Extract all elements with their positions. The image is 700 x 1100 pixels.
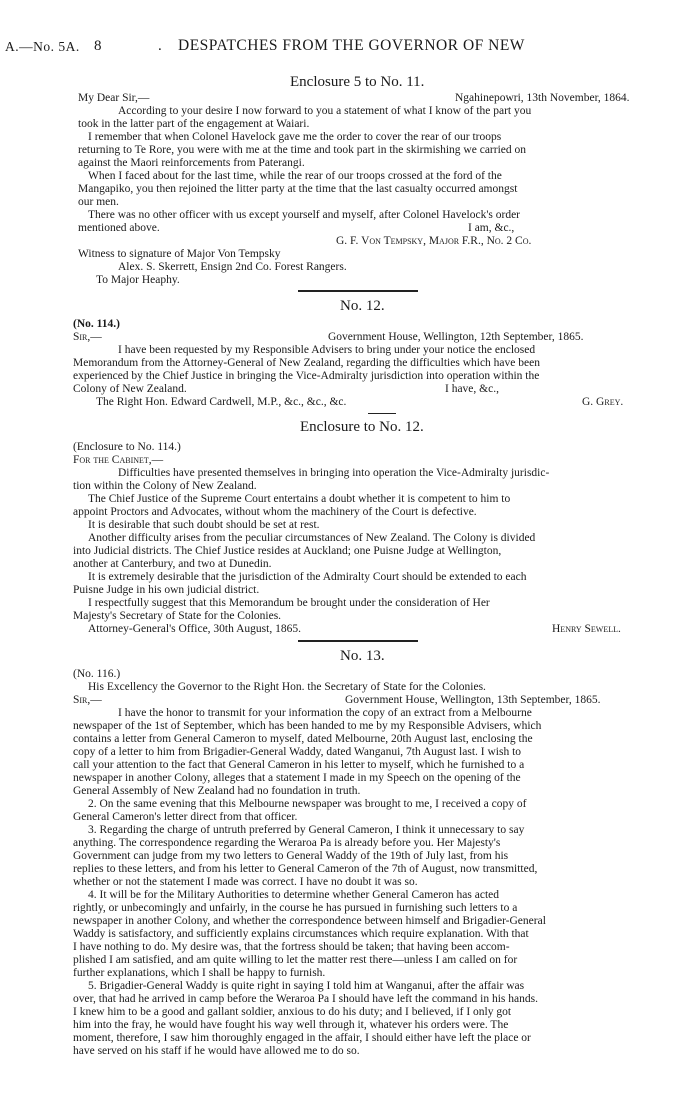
section-rule — [298, 640, 418, 642]
office-dateline: Attorney-General's Office, 30th August, 1865. — [88, 623, 301, 635]
paragraph-line: General Assembly of New Zealand had no foundation in truth. — [73, 785, 361, 797]
paragraph-line: plished I am satisfied, and am quite willing to let the matter rest there—unless I am called on for — [73, 954, 518, 966]
paragraph-line: The Chief Justice of the Supreme Court entertains a doubt whether it is competent to him to — [88, 493, 511, 505]
salutation: Sir,— — [73, 694, 102, 706]
witness-line: Witness to signature of Major Von Tempsky — [78, 248, 281, 260]
paragraph-line: I have the honor to transmit for your information the copy of an extract from a Melbourne — [118, 707, 532, 719]
paragraph-line: 4. It will be for the Military Authorities to determine whether General Cameron has acted — [88, 889, 499, 901]
paragraph-line: Colony of New Zealand. — [73, 383, 187, 395]
paragraph-line: 5. Brigadier-General Waddy is quite right in saying I told him at Wanganui, after the affair was — [88, 980, 525, 992]
paragraph-line: our men. — [78, 196, 119, 208]
paragraph-line: anything. The correspondence regarding the Weraroa Pa is already before you. Her Majesty's — [73, 837, 501, 849]
header-bullet: . — [158, 38, 162, 54]
signature: G. Grey. — [582, 396, 624, 408]
paragraph-line: I respectfully suggest that this Memorandum be brought under the consideration of Her — [88, 597, 490, 609]
no13-heading: No. 13. — [340, 648, 385, 664]
paragraph-line: newspaper of the 1st of September, which has been handed to me by my Responsible Advisers, which — [73, 720, 542, 732]
despatch-number: (No. 116.) — [73, 668, 121, 680]
paragraph-line: 3. Regarding the charge of untruth preferred by General Cameron, I think it unnecessary to say — [88, 824, 525, 836]
paragraph-line: I remember that when Colonel Havelock gave me the order to cover the rear of our troops — [88, 131, 502, 143]
enclosure-12-heading: Enclosure to No. 12. — [300, 419, 424, 435]
paragraph-line: According to your desire I now forward to you a statement of what I know of the part you — [118, 105, 532, 117]
paragraph-line: took in the latter part of the engagement at Waiari. — [78, 118, 310, 130]
salutation: For the Cabinet,— — [73, 454, 164, 466]
paragraph-line: newspaper in another Colony, and whether the correspondence between himself and Brigadier-General — [73, 915, 546, 927]
paragraph-line: Mangapiko, you then rejoined the litter party at the time that the last casualty occurred amongst — [78, 183, 518, 195]
paragraph-line: moment, therefore, I saw him thoroughly engaged in the affair, I should either have left the place or — [73, 1032, 531, 1044]
no12-heading: No. 12. — [340, 298, 385, 314]
paragraph-line: contains a letter from General Cameron to myself, dated Melbourne, 20th August last, enclosing the — [73, 733, 533, 745]
paragraph-line: Memorandum from the Attorney-General of New Zealand, regarding the difficulties which have been — [73, 357, 540, 369]
paragraph-line: appoint Proctors and Advocates, without whom the machinery of the Court is defective. — [73, 506, 477, 518]
despatch-number: (No. 114.) — [73, 318, 120, 330]
letter-dateline: Ngahinepowri, 13th November, 1864. — [455, 92, 630, 104]
paragraph-line: call your attention to the fact that General Cameron in his letter to myself, which he furnished to a — [73, 759, 525, 771]
section-rule — [298, 290, 418, 292]
letter-dateline: Government House, Wellington, 12th September, 1865. — [328, 331, 584, 343]
paragraph-line: mentioned above. — [78, 222, 160, 234]
paragraph-line: 2. On the same evening that this Melbourne newspaper was brought to me, I received a copy of — [88, 798, 527, 810]
salutation: Sir,— — [73, 331, 102, 343]
paragraph-line: against the Maori reinforcements from Paterangi. — [78, 157, 305, 169]
paragraph-line: have served on his staff if he would have allowed me to do so. — [73, 1045, 360, 1057]
paragraph-line: another at Canterbury, and two at Dunedin. — [73, 558, 272, 570]
signature: Henry Sewell. — [552, 623, 621, 635]
paragraph-line: It is desirable that such doubt should be set at rest. — [88, 519, 320, 531]
section-rule — [368, 413, 396, 414]
paragraph-line: Waddy is satisfactory, and sufficiently explains circumstances which require explanation. With that — [73, 928, 529, 940]
paragraph-line: I knew him to be a good and gallant soldier, anxious to do his duty; and I believed, if I only got — [73, 1006, 512, 1018]
letter-dateline: Government House, Wellington, 13th September, 1865. — [345, 694, 601, 706]
closing: I am, &c., — [468, 222, 515, 234]
paragraph-line: further explanations, which I shall be happy to furnish. — [73, 967, 326, 979]
paragraph-line: over, that had he arrived in camp before the Weraroa Pa I should have left the command in his hands. — [73, 993, 538, 1005]
paragraph-line: Difficulties have presented themselves in bringing into operation the Vice-Admiralty jurisdic- — [118, 467, 550, 479]
page-number: 8 — [94, 38, 102, 54]
paragraph-line: returning to Te Rore, you were with me at the time and took part in the skirmishing we carried on — [78, 144, 527, 156]
paragraph-line: I have been requested by my Responsible Advisers to bring under your notice the enclosed — [118, 344, 536, 356]
paragraph-line: I have nothing to do. My desire was, that the fortress should be taken; that having been accom- — [73, 941, 510, 953]
paragraph-line: whether or not the statement I made was correct. I have no doubt it was so. — [73, 876, 418, 888]
salutation: My Dear Sir,— — [78, 92, 150, 104]
paragraph-line: It is extremely desirable that the jurisdiction of the Admiralty Court should be extended to each — [88, 571, 527, 583]
paragraph-line: When I faced about for the last time, while the rear of our troops crossed at the ford of the — [88, 170, 502, 182]
enclosure-ref: (Enclosure to No. 114.) — [73, 441, 181, 453]
paragraph-line: into Judicial districts. The Chief Justice resides at Auckland; one Puisne Judge at Wellington, — [73, 545, 502, 557]
paragraph-line: Another difficulty arises from the peculiar circumstances of New Zealand. The Colony is divided — [88, 532, 536, 544]
signature: G. F. Von Tempsky, Major F.R., No. 2 Co. — [336, 235, 532, 247]
enclosure-5-heading: Enclosure 5 to No. 11. — [290, 74, 425, 90]
paragraph-line: Government can judge from my two letters to General Waddy of the 19th of July last, from his — [73, 850, 509, 862]
paragraph-line: General Cameron's letter direct from that officer. — [73, 811, 298, 823]
witness-name: Alex. S. Skerrett, Ensign 2nd Co. Forest Rangers. — [118, 261, 347, 273]
paragraph-line: tion within the Colony of New Zealand. — [73, 480, 257, 492]
paragraph-line: newspaper in another Colony, alleges that a statement I made in my Speech on the opening of the — [73, 772, 521, 784]
closing: I have, &c., — [445, 383, 499, 395]
paragraph-line: rightly, or unbecomingly and unfairly, in the course he has pursued in furnishing such letters to a — [73, 902, 518, 914]
addressee: The Right Hon. Edward Cardwell, M.P., &c., &c., &c. — [96, 396, 347, 408]
paragraph-line: Puisne Judge in his own judicial district. — [73, 584, 260, 596]
paragraph-line: Majesty's Secretary of State for the Colonies. — [73, 610, 282, 622]
header-ref: A.—No. 5A. — [5, 39, 80, 54]
paragraph-line: experienced by the Chief Justice in bringing the Vice-Admiralty jurisdiction into operation within the — [73, 370, 540, 382]
running-title: DESPATCHES FROM THE GOVERNOR OF NEW — [178, 37, 525, 54]
addressee: To Major Heaphy. — [96, 274, 180, 286]
despatch-title: His Excellency the Governor to the Right Hon. the Secretary of State for the Colonies. — [88, 681, 486, 693]
paragraph-line: There was no other officer with us except yourself and myself, after Colonel Havelock's order — [88, 209, 521, 221]
paragraph-line: copy of a letter to him from Brigadier-General Waddy, dated Wanganui, 7th August last. I wish to — [73, 746, 522, 758]
paragraph-line: replies to these letters, and from his letter to General Cameron of the 7th of August, now transmitted, — [73, 863, 538, 875]
paragraph-line: him into the fray, he would have fought his way well through it, whatever his orders were. The — [73, 1019, 509, 1031]
